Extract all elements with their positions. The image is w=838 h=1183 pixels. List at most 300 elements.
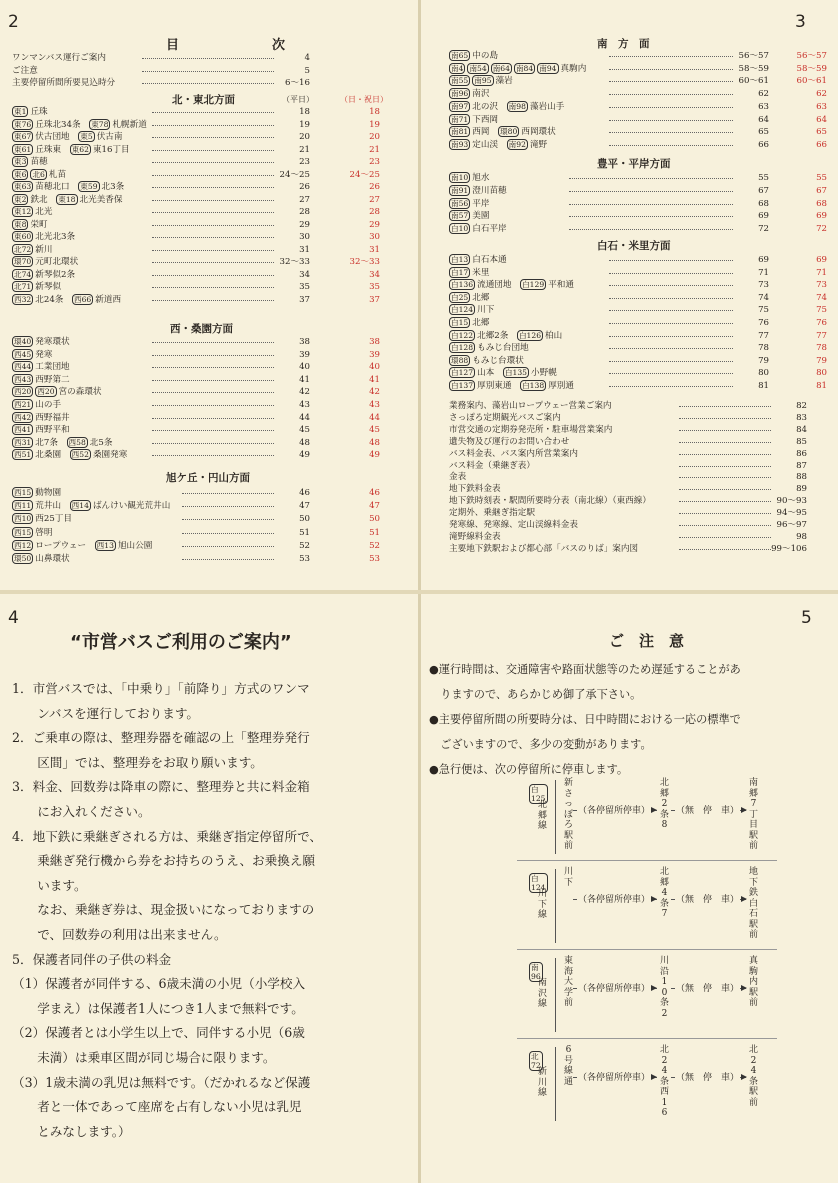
toc-row-text: 遺失物及び運行のお問い合わせ bbox=[449, 436, 570, 447]
toc-row[interactable] bbox=[12, 513, 382, 525]
toc-row[interactable] bbox=[449, 279, 829, 291]
toc-row[interactable] bbox=[12, 500, 382, 512]
leader-dots bbox=[609, 336, 733, 337]
toc-row-label bbox=[12, 386, 102, 398]
leader-dots bbox=[609, 260, 733, 261]
route-badge: 西32 bbox=[14, 294, 32, 304]
route-badge: 環40 bbox=[14, 337, 32, 346]
toc-row-text: 業務案内、藻岩山ロープウェー営業ご案内 bbox=[449, 401, 612, 411]
route-badge: 西21 bbox=[14, 400, 32, 409]
toc-row[interactable] bbox=[449, 139, 829, 151]
toc-row[interactable] bbox=[449, 88, 829, 100]
toc-row[interactable] bbox=[12, 256, 382, 268]
leader-dots bbox=[152, 392, 274, 393]
toc-row[interactable] bbox=[449, 355, 829, 367]
toc-page: 24～25 bbox=[279, 169, 310, 180]
route-badge: 西20 bbox=[37, 387, 55, 397]
leader-dots bbox=[609, 69, 733, 70]
toc-page: 29 bbox=[299, 219, 310, 230]
toc-page-holiday: 47 bbox=[369, 501, 380, 512]
toc-row-text: 宮の森環状 bbox=[58, 387, 102, 398]
toc-row-label bbox=[449, 267, 489, 279]
toc-row[interactable] bbox=[449, 198, 829, 210]
toc-row-text: 主要地下鉄駅および都心部「バスのりば」案内図 bbox=[449, 543, 639, 554]
toc-row-label bbox=[449, 400, 612, 412]
toc-row[interactable] bbox=[12, 77, 312, 89]
toc-page-holiday: 44 bbox=[369, 412, 380, 423]
route-mid-stop: 北郷4条7 bbox=[659, 867, 669, 919]
toc-row-label bbox=[449, 424, 612, 436]
toc-page-holiday: 60～61 bbox=[796, 76, 827, 87]
toc-row[interactable] bbox=[449, 254, 829, 266]
route-badge: 東12 bbox=[14, 207, 32, 216]
route-badge: 北71 bbox=[14, 282, 32, 291]
page-number: 2 bbox=[8, 12, 19, 32]
toc-row-text: 伏古南 bbox=[96, 132, 123, 142]
toc-row[interactable] bbox=[12, 244, 382, 256]
route-badge: 白129 bbox=[522, 280, 545, 290]
toc-row-text: 流通団地 bbox=[477, 280, 512, 291]
route-badge: 東78 bbox=[91, 119, 109, 129]
toc-row[interactable] bbox=[12, 349, 382, 361]
route-badge: 西52 bbox=[71, 450, 89, 460]
toc-row-text: 桑園発寒 bbox=[92, 450, 128, 461]
local-label: （各停留所停車） bbox=[577, 803, 651, 816]
toc-page-holiday: 72 bbox=[816, 224, 827, 235]
toc-page-holiday: 51 bbox=[369, 527, 380, 538]
toc-row-label bbox=[449, 50, 498, 62]
toc-page-holiday: 79 bbox=[816, 355, 827, 366]
toc-row-text: 金表 bbox=[449, 472, 467, 483]
leader-dots bbox=[609, 120, 733, 121]
toc-row-text: 東16丁目 bbox=[92, 144, 130, 155]
toc-row-text: 発寒線、発寒線、定山渓線料金表 bbox=[449, 520, 578, 530]
toc-row[interactable] bbox=[449, 63, 829, 75]
toc-page: 85 bbox=[796, 436, 807, 447]
toc-page: 99～106 bbox=[771, 543, 807, 554]
toc-page: 31 bbox=[299, 244, 310, 255]
toc-row[interactable] bbox=[12, 144, 382, 156]
route-badge: 西12 bbox=[14, 540, 32, 550]
toc-row[interactable] bbox=[12, 386, 382, 398]
toc-page-holiday: 80 bbox=[816, 368, 827, 379]
toc-page: 82 bbox=[796, 401, 807, 411]
route-badge: 西41 bbox=[14, 425, 32, 435]
section-heading-asahigaoka: 旭ケ丘・円山方面 bbox=[166, 472, 250, 484]
toc-row-text: バス料金（乗継ぎ表） bbox=[449, 460, 535, 471]
toc-page: 81 bbox=[758, 381, 769, 391]
leader-dots bbox=[152, 187, 274, 188]
toc-row[interactable] bbox=[449, 223, 829, 235]
toc-row[interactable] bbox=[12, 412, 382, 424]
toc-row[interactable] bbox=[12, 269, 382, 281]
leader-dots bbox=[182, 493, 274, 494]
toc-page-holiday: 69 bbox=[816, 211, 827, 222]
route-line-name: 新川線 bbox=[537, 1067, 547, 1098]
toc-row-label bbox=[12, 231, 75, 243]
arrow-icon bbox=[651, 896, 657, 902]
route-line-name: 南沢線 bbox=[537, 978, 547, 1009]
toc-row-label bbox=[449, 330, 562, 342]
toc-row[interactable] bbox=[449, 210, 829, 222]
toc-row-text: 真駒内 bbox=[560, 63, 587, 74]
toc-page: 18 bbox=[299, 107, 310, 117]
toc-row[interactable] bbox=[12, 219, 382, 231]
toc-row[interactable] bbox=[449, 317, 829, 329]
toc-row[interactable] bbox=[449, 412, 809, 424]
toc-row-label bbox=[12, 181, 124, 193]
arrow-icon bbox=[651, 807, 657, 813]
route-badge: 南64 bbox=[492, 63, 510, 73]
toc-row[interactable] bbox=[449, 380, 829, 392]
route-mid-stop: 川沿10条2 bbox=[659, 956, 669, 1019]
toc-page: 48 bbox=[299, 437, 310, 448]
route-badge: 白124 bbox=[451, 305, 474, 315]
toc-row-label bbox=[449, 292, 489, 304]
toc-page-holiday: 69 bbox=[816, 255, 827, 265]
toc-row[interactable] bbox=[449, 424, 809, 436]
route-line-name: 川下線 bbox=[537, 889, 547, 920]
toc-row-text: バス料金表、バス案内所営業案内 bbox=[449, 448, 578, 459]
toc-row[interactable] bbox=[449, 185, 829, 197]
toc-page-holiday: 78 bbox=[816, 343, 827, 354]
route-badge: 白25 bbox=[451, 292, 469, 302]
toc-row[interactable] bbox=[12, 553, 382, 565]
toc-row-label bbox=[449, 367, 557, 379]
route-badge: 東62 bbox=[71, 144, 89, 154]
toc-row[interactable] bbox=[12, 106, 382, 118]
toc-row[interactable] bbox=[12, 181, 382, 193]
toc-page-holiday: 66 bbox=[816, 139, 827, 150]
toc-row-text: 山鼻環状 bbox=[35, 554, 70, 564]
section-heading-toyohira: 豊平・平岸方面 bbox=[597, 158, 671, 170]
toc-row[interactable] bbox=[449, 126, 829, 138]
toc-row[interactable] bbox=[449, 507, 809, 519]
toc-row-label bbox=[12, 144, 130, 156]
toc-row[interactable] bbox=[449, 531, 809, 543]
route-badge: 東5 bbox=[80, 132, 93, 141]
toc-row[interactable] bbox=[12, 206, 382, 218]
toc-page-holiday: 40 bbox=[369, 362, 380, 373]
notice-line: ございますので、多少の変動があります。 bbox=[429, 738, 652, 751]
route-end-stop: 北24条駅前 bbox=[748, 1045, 758, 1108]
toc-page: 32～33 bbox=[279, 257, 310, 267]
route-badge: 西51 bbox=[14, 450, 32, 460]
toc-page: 98 bbox=[796, 531, 807, 542]
leader-dots bbox=[152, 455, 274, 456]
route-badge: 西13 bbox=[96, 540, 114, 550]
toc-page-holiday: 43 bbox=[369, 400, 380, 410]
toc-row-text: 北7条 bbox=[35, 437, 58, 448]
leader-dots bbox=[152, 237, 274, 238]
route-badge: 西20 bbox=[14, 387, 32, 397]
express-label: （無 停 車） bbox=[675, 803, 740, 816]
route-end-stop: 南郷7丁目駅前 bbox=[748, 778, 758, 851]
toc-page: 20 bbox=[299, 132, 310, 142]
toc-row[interactable] bbox=[12, 131, 382, 143]
toc-page: 42 bbox=[299, 387, 310, 398]
route-badge: 北6 bbox=[32, 169, 45, 179]
toc-page-holiday: 71 bbox=[816, 267, 827, 278]
toc-page: 28 bbox=[299, 207, 310, 217]
toc-row-label bbox=[12, 349, 52, 361]
toc-row-text: 栄町 bbox=[30, 219, 48, 230]
toc-page-holiday: 77 bbox=[816, 330, 827, 341]
toc-row-label bbox=[12, 361, 70, 373]
toc-page: 79 bbox=[758, 355, 769, 366]
toc-row[interactable] bbox=[12, 449, 382, 461]
toc-row-label bbox=[12, 52, 106, 64]
toc-row-text: 旭山公園 bbox=[117, 540, 153, 551]
arrow-icon bbox=[741, 1074, 747, 1080]
route-badge: 東8 bbox=[14, 219, 27, 229]
toc-row[interactable] bbox=[449, 436, 809, 448]
toc-row[interactable] bbox=[449, 101, 829, 113]
toc-page: 65 bbox=[758, 127, 769, 138]
toc-page-holiday: 21 bbox=[369, 144, 380, 155]
toc-page: 4 bbox=[304, 53, 310, 63]
toc-row-label bbox=[449, 139, 547, 151]
toc-page: 94～95 bbox=[776, 508, 807, 519]
route-badge: 環50 bbox=[14, 554, 32, 563]
route-badge: 北74 bbox=[14, 269, 32, 279]
route-badge: 南94 bbox=[539, 63, 557, 73]
leader-dots bbox=[152, 125, 274, 126]
toc-page-holiday: 62 bbox=[816, 89, 827, 100]
toc-page: 69 bbox=[758, 255, 769, 265]
toc-row-label bbox=[449, 412, 561, 424]
route-badge: 西44 bbox=[14, 362, 32, 372]
route-start-stop: 新さっぽろ駅前 bbox=[563, 778, 573, 851]
toc-page: 44 bbox=[299, 412, 310, 423]
route-badge: 南96 bbox=[531, 963, 541, 981]
leader-dots bbox=[152, 418, 274, 419]
leader-dots bbox=[152, 367, 274, 368]
toc-row[interactable] bbox=[12, 156, 382, 168]
toc-row-label bbox=[12, 336, 70, 348]
toc-page: 64 bbox=[758, 114, 769, 125]
toc-row[interactable] bbox=[449, 471, 809, 483]
route-divider bbox=[555, 780, 556, 854]
leader-dots bbox=[609, 94, 733, 95]
toc-page: 56～57 bbox=[738, 51, 769, 61]
toc-row[interactable] bbox=[12, 194, 382, 206]
page-5 bbox=[421, 594, 838, 1183]
toc-row-text: 滝野線料金表 bbox=[449, 531, 501, 542]
toc-row[interactable] bbox=[12, 399, 382, 411]
route-badge: 西42 bbox=[14, 412, 32, 422]
toc-page: 26 bbox=[299, 182, 310, 192]
route-badge: 東2 bbox=[14, 194, 27, 204]
toc-row[interactable] bbox=[12, 424, 382, 436]
toc-page: 62 bbox=[758, 89, 769, 100]
guide-line: 乗継ぎ発行機から券をお持ちのうえ、お乗換え願 bbox=[12, 853, 316, 869]
arrow-icon bbox=[651, 1074, 657, 1080]
toc-row[interactable] bbox=[12, 374, 382, 386]
toc-row[interactable] bbox=[12, 281, 382, 293]
toc-row[interactable] bbox=[12, 361, 382, 373]
toc-page: 49 bbox=[299, 450, 310, 461]
toc-row-text: 啓明 bbox=[35, 527, 53, 538]
guide-line: とみなします。） bbox=[12, 1123, 131, 1139]
leader-dots bbox=[609, 386, 733, 387]
route-badge: 東59 bbox=[80, 182, 98, 191]
toc-row-text: 西野福井 bbox=[35, 412, 70, 423]
leader-dots bbox=[679, 418, 771, 419]
toc-row[interactable] bbox=[449, 267, 829, 279]
route-badge: 南10 bbox=[451, 173, 469, 182]
toc-row[interactable] bbox=[12, 65, 312, 77]
leader-dots bbox=[679, 489, 771, 490]
toc-row-label bbox=[449, 460, 535, 472]
leader-dots bbox=[152, 225, 274, 226]
toc-row[interactable] bbox=[12, 169, 382, 181]
leader-dots bbox=[609, 145, 733, 146]
toc-row-text: もみじ台団地 bbox=[477, 343, 529, 354]
route-badge: 環70 bbox=[14, 257, 32, 266]
toc-page-holiday: 39 bbox=[369, 349, 380, 360]
route-start-stop: 6号線通 bbox=[563, 1045, 573, 1087]
guide-line: （1）保護者が同伴する、6歳未満の小児（小学校入 bbox=[12, 976, 306, 992]
toc-row[interactable] bbox=[449, 367, 829, 379]
toc-row[interactable] bbox=[12, 52, 312, 64]
route-badge: 南57 bbox=[451, 211, 469, 221]
toc-page-holiday: 32～33 bbox=[349, 257, 380, 267]
toc-row[interactable] bbox=[449, 483, 809, 495]
route-separator bbox=[517, 949, 777, 950]
toc-row-text: 中の島 bbox=[472, 51, 499, 61]
toc-page: 78 bbox=[758, 343, 769, 354]
toc-page: 75 bbox=[758, 305, 769, 316]
toc-page-holiday: 49 bbox=[369, 450, 380, 461]
toc-row-label bbox=[12, 194, 123, 206]
route-badge: 南96 bbox=[451, 89, 469, 99]
toc-row[interactable] bbox=[12, 540, 382, 552]
toc-row[interactable] bbox=[12, 336, 382, 348]
arrow-icon bbox=[741, 807, 747, 813]
toc-row-text: 市営交通の定期券発売所・駐車場営業案内 bbox=[449, 424, 613, 435]
toc-row[interactable] bbox=[449, 400, 809, 412]
toc-row-text: 伏古団地 bbox=[35, 132, 70, 142]
leader-dots bbox=[569, 229, 733, 230]
toc-row-label bbox=[12, 65, 38, 77]
toc-row[interactable] bbox=[12, 527, 382, 539]
route-badge: 白128 bbox=[451, 343, 474, 353]
toc-row[interactable] bbox=[12, 119, 382, 131]
toc-row-text: 南沢 bbox=[472, 89, 490, 100]
toc-row[interactable] bbox=[12, 231, 382, 243]
page-4 bbox=[0, 594, 418, 1183]
toc-page-holiday: 75 bbox=[816, 305, 827, 316]
route-badge: 北72 bbox=[14, 244, 32, 254]
toc-row[interactable] bbox=[449, 114, 829, 126]
toc-row[interactable] bbox=[449, 460, 809, 472]
toc-row[interactable] bbox=[449, 519, 809, 531]
toc-page-holiday: 53 bbox=[369, 554, 380, 564]
leader-dots bbox=[609, 323, 733, 324]
toc-row[interactable] bbox=[12, 487, 382, 499]
leader-dots bbox=[152, 137, 274, 138]
route-badge: 南93 bbox=[451, 139, 469, 149]
toc-page: 27 bbox=[299, 194, 310, 205]
guide-line: なお、乗継ぎ券は、現金扱いになっておりますの bbox=[12, 902, 315, 918]
toc-row-label bbox=[12, 424, 70, 436]
toc-page-holiday: 58～59 bbox=[796, 63, 827, 74]
toc-row[interactable] bbox=[12, 437, 382, 449]
route-badge: 西58 bbox=[68, 437, 86, 447]
toc-row-label bbox=[449, 471, 466, 483]
toc-row[interactable] bbox=[449, 448, 809, 460]
toc-row[interactable] bbox=[449, 543, 809, 555]
toc-row-text: 丘珠東 bbox=[35, 144, 62, 155]
route-badge: 南84 bbox=[515, 63, 534, 73]
toc-page: 67 bbox=[758, 185, 769, 196]
leader-dots bbox=[569, 204, 733, 205]
toc-row-text: 地下鉄料金表 bbox=[449, 484, 501, 495]
route-end-stop: 真駒内駅前 bbox=[748, 956, 758, 1008]
leader-dots bbox=[152, 175, 274, 176]
toc-page-holiday: 26 bbox=[369, 182, 380, 192]
toc-row[interactable] bbox=[449, 330, 829, 342]
toc-row-text: 新道西 bbox=[95, 294, 122, 305]
route-badge: 白124 bbox=[531, 874, 546, 892]
toc-page: 88 bbox=[796, 472, 807, 483]
toc-row-text: 新川 bbox=[35, 244, 53, 255]
toc-row-text: 北郷 bbox=[472, 318, 490, 328]
toc-page-holiday: 24～25 bbox=[349, 169, 380, 180]
toc-page-holiday: 34 bbox=[369, 269, 380, 280]
toc-row-label bbox=[449, 223, 507, 235]
toc-page: 68 bbox=[758, 198, 769, 209]
toc-page: 38 bbox=[299, 337, 310, 347]
route-badge: 東60 bbox=[14, 232, 32, 241]
leader-dots bbox=[142, 58, 274, 59]
toc-row[interactable] bbox=[449, 292, 829, 304]
toc-row-text: ロープウェー bbox=[35, 540, 87, 551]
toc-page-holiday: 42 bbox=[369, 387, 380, 398]
arrow-icon bbox=[741, 985, 747, 991]
page-3 bbox=[421, 0, 838, 590]
toc-row[interactable] bbox=[449, 342, 829, 354]
route-badge: 白137 bbox=[451, 381, 474, 390]
toc-row[interactable] bbox=[449, 172, 829, 184]
toc-page-holiday: 18 bbox=[369, 107, 380, 117]
toc-row[interactable] bbox=[449, 50, 829, 62]
toc-row[interactable] bbox=[449, 75, 829, 87]
toc-page-holiday: 52 bbox=[369, 540, 380, 551]
toc-row-label bbox=[12, 206, 52, 218]
toc-row-text: 平岸 bbox=[472, 198, 490, 209]
leader-dots bbox=[182, 559, 274, 560]
toc-row[interactable] bbox=[449, 495, 809, 507]
toc-row-text: 西野平和 bbox=[35, 425, 70, 436]
toc-row[interactable] bbox=[449, 304, 829, 316]
toc-row[interactable] bbox=[12, 294, 382, 306]
toc-row-text: 鉄北 bbox=[30, 194, 48, 205]
route-mid-stop: 北24条西16 bbox=[659, 1045, 669, 1118]
toc-row-label bbox=[12, 156, 48, 168]
route-badge: 南71 bbox=[451, 114, 469, 124]
page-number: 5 bbox=[801, 608, 812, 628]
toc-page: 46 bbox=[299, 488, 310, 498]
leader-dots bbox=[609, 348, 733, 349]
toc-row-label bbox=[449, 254, 507, 266]
leader-dots bbox=[679, 537, 771, 538]
toc-page: 51 bbox=[299, 527, 310, 538]
toc-page-holiday: 23 bbox=[369, 157, 380, 167]
local-label: （各停留所停車） bbox=[577, 892, 651, 905]
toc-row-text: 発寒 bbox=[35, 349, 53, 360]
